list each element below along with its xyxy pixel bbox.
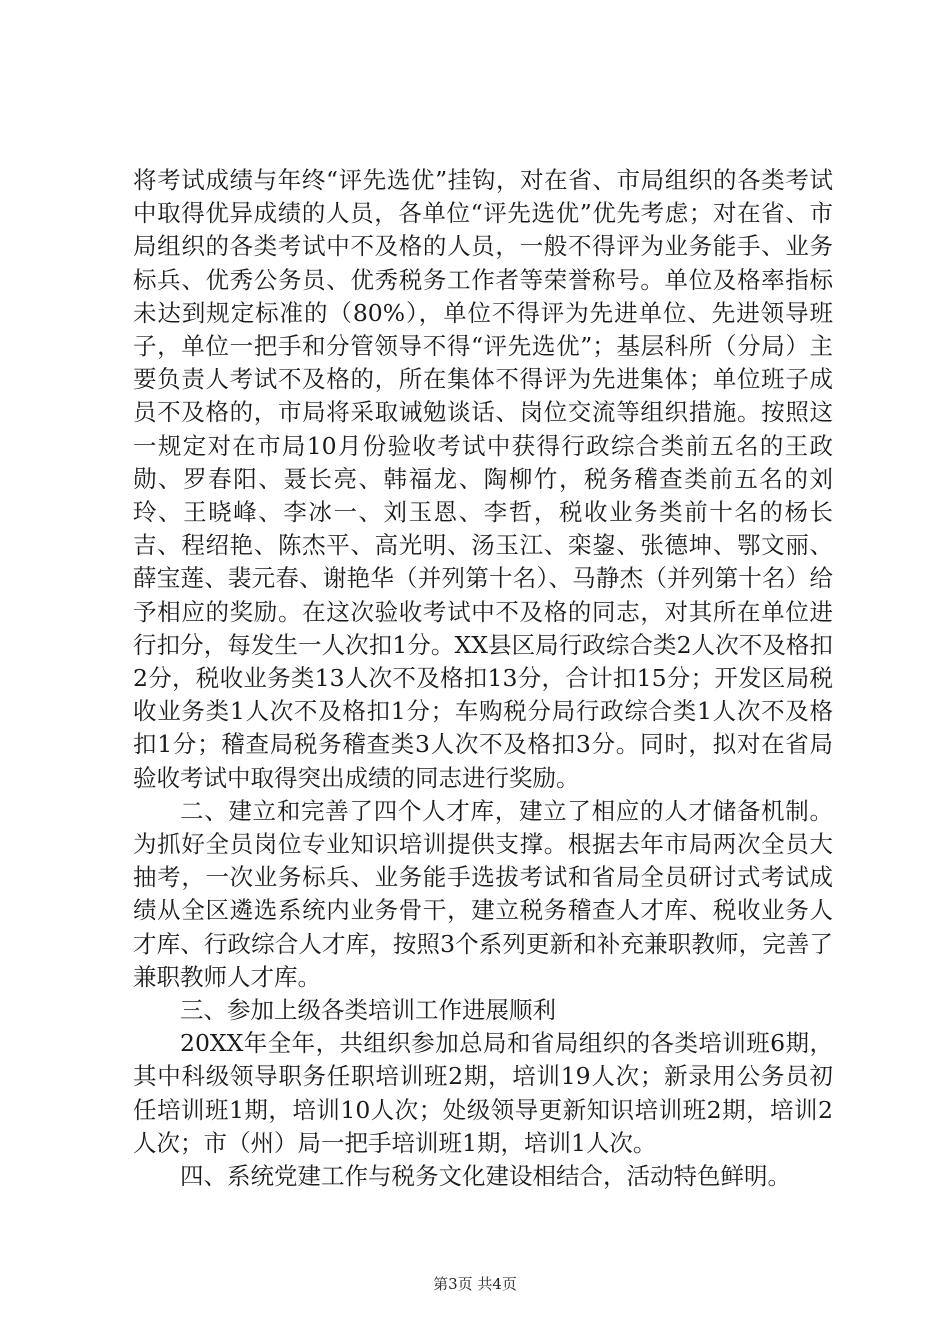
paragraph-party-building: 四、系统党建工作与税务文化建设相结合，活动特色鲜明。 [180,1162,791,1191]
paragraph-exam-results: 将考试成绩与年终“评先选优”挂钩，对在省、市局组织的各类考试中取得优异成绩的人员，各单位“评先选优”优先考虑；对在省、市局组织的各类考试中不及格的人员，一般不得评为业务能手、业务标兵、优秀公务员、优秀税务工作者等荣誉称号。单位及格率指标未达到规定标准的（80%），单位不得评为先进单位、先进领导班子，单位一把手和分管领导不得“评先选优”；基层科所（分局）主要负责人考试不及格的，所在集体不得评为先进集体；单位班子成员不及格的，市局将采取诫勉谈话、岗位交流等组织措施。按照这一规定对在市局10月份验收考试中获得行政综合类前五名的王政勋、罗春阳、聂长亮、韩福龙、陶柳竹，税务稽查类前五名的刘玲、王晓峰、李冰一、刘玉恩、李哲，税收业务类前十名的杨长吉、程绍艳、陈杰平、高光明、汤玉江、栾鋆、张德坤、鄂文丽、薛宝莲、裴元春、谢艳华（并列第十名）、马静杰（并列第十名）给予相应的奖励。在这次验收考试中不及格的同志，对其所在单位进行扣分，每发生一人次扣1分。XX县区局行政综合类2人次不及格扣2分，税收业务类13人次不及格扣13分，合计扣15分；开发区局税收业务类1人次不及格扣1分；车购税分局行政综合类1人次不及格扣1分；稽查局税务稽查类3人次不及格扣3分。同时，拟对在省局验收考试中取得突出成绩的同志进行奖励。 [133,166,833,792]
document-body [133,164,833,1193]
paragraph-talent-pool: 二、建立和完善了四个人才库，建立了相应的人才储备机制。为抓好全员岗位专业知识培训提供支撑。根据去年市局两次全员大抽考，一次业务标兵、业务能手选拔考试和省局全员研讨式考试成绩从全区遴选系统内业务骨干，建立税务稽查人才库、税收业务人才库、行政综合人才库，按照3个系列更新和补充兼职教师，完善了兼职教师人才库。 [133,796,833,991]
paragraph-training-details: 20XX年全年，共组织参加总局和省局组织的各类培训班6期，其中科级领导职务任职培训班2期，培训19人次；新录用公务员初任培训班1期，培训10人次；处级领导更新知识培训班2期，培训2人次；市（州）局一把手培训班1期，培训1人次。 [133,1029,833,1157]
paragraph-training-heading: 三、参加上级各类培训工作进展顺利 [180,996,556,1025]
page-number-footer: 第3页 共4页 [433,1275,517,1293]
